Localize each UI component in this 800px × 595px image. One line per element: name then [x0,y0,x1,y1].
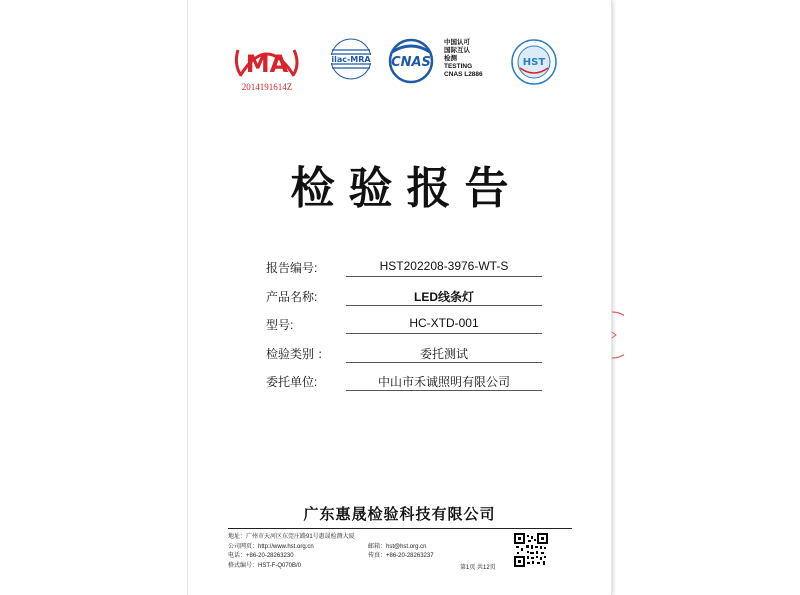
field-label: 委托单位: [266,375,318,389]
field-value: HST202208-3976-WT-S [379,259,509,273]
cnas-text: CNAS [391,55,431,70]
field-label: 报告编号: [266,261,318,275]
field-underline [346,390,542,391]
svg-text:MA: MA [245,50,289,78]
field-underline [346,333,542,334]
ilac-mra-logo [326,34,376,84]
field-label: 型号: [266,318,294,332]
report-cover-page [188,0,611,595]
field-label: 检验类别 ： [266,346,330,361]
hst-logo [510,38,558,86]
field-row [266,254,546,283]
seal-stamp-edge [604,310,624,360]
report-title: 检验报告 [290,163,523,214]
field-row [266,311,546,340]
field-row [266,283,546,312]
hst-text: HST [522,57,546,68]
footer-address: 地址：广州市天河区东莞庄路91号惠晟检测大厦 [228,534,355,540]
page-number: 第1页 共12页 [460,565,496,571]
footer-form-number: 格式编号：HST-F-Q070B/0 [228,562,302,569]
footer-phone: 电话：+86-20-28263230 [228,553,294,559]
field-underline [346,305,542,306]
footer-website: 公司网页：http://www.hst.org.cn [228,543,314,550]
field-row [266,368,546,397]
field-value: LED线条灯 [413,289,474,304]
cnas-line: 国际互认 [444,47,470,54]
qr-code-icon [514,533,548,567]
cnas-line: CNAS L2886 [444,71,483,78]
field-value: 委托测试 [419,346,468,361]
cnas-line: TESTING [444,63,473,70]
cnas-description [444,39,483,79]
certification-logos [188,30,611,100]
cnas-line: 检测 [444,55,457,62]
cnas-logo [384,38,438,84]
cnas-line: 中国认可 [444,39,470,46]
field-label: 产品名称: [266,289,318,304]
issuing-company: 广东惠晟检验科技有限公司 [303,506,496,523]
field-underline [346,362,542,363]
field-value: HC-XTD-001 [409,316,479,330]
footer-email: 邮箱：hst@hst.org.cn [368,543,427,550]
cma-logo [232,38,302,90]
report-fields [266,254,546,397]
field-row [266,340,546,369]
ilac-text: ilac-MRA [331,55,371,64]
field-value: 中山市禾诚照明有限公司 [377,375,510,389]
footer-divider [228,528,572,529]
footer-fax: 传真：+86-20-28263237 [368,553,434,559]
field-underline [346,276,542,277]
cma-code: 2014191614Z [241,82,293,92]
